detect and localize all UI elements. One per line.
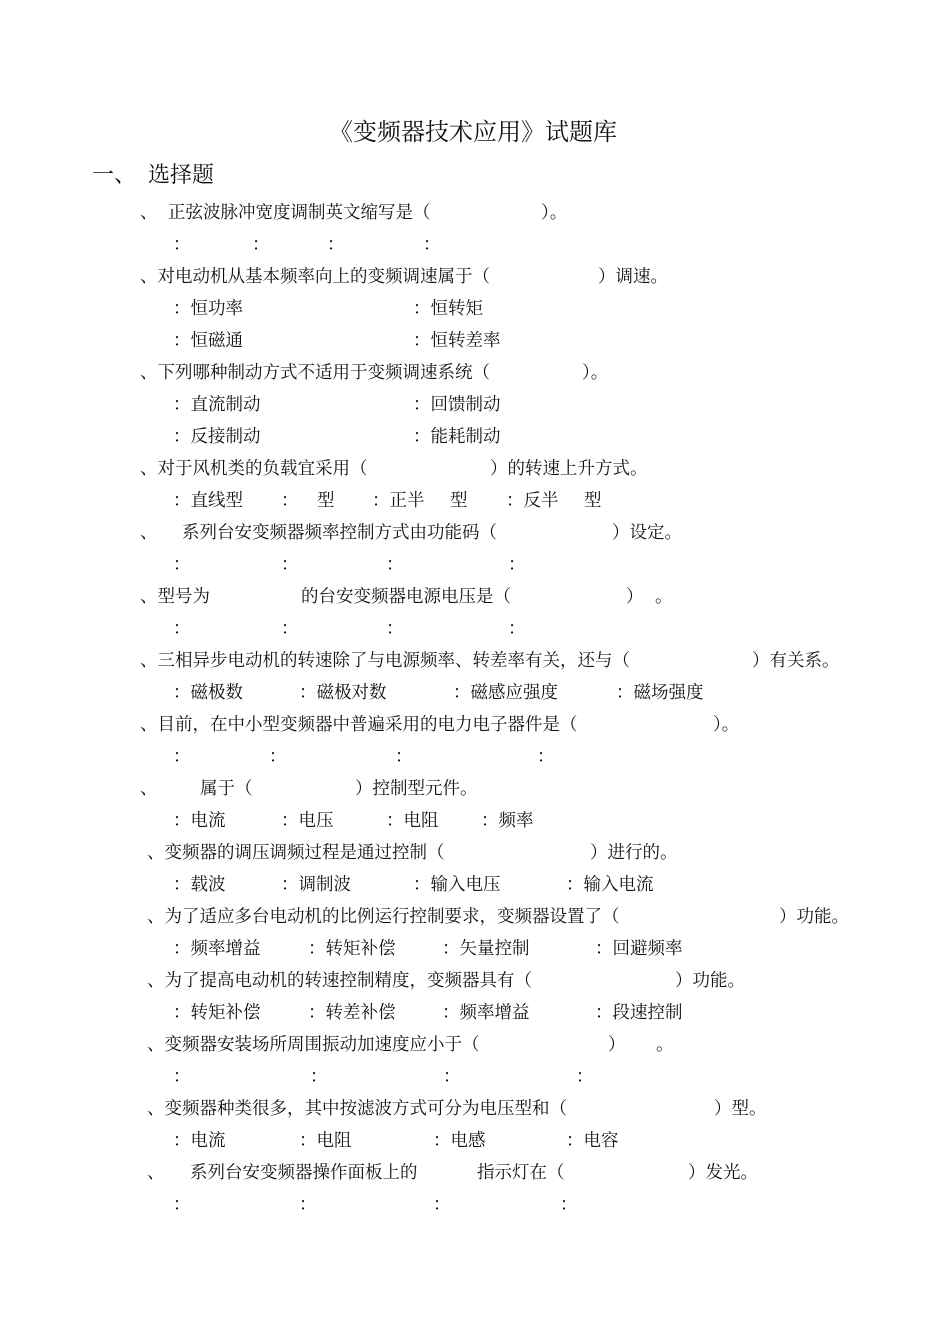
question-4-option: ：正半 bbox=[372, 491, 425, 511]
question-12-stem: 、为了提高电动机的转速控制精度，变频器具有（ bbox=[147, 971, 532, 991]
question-3-option: ：回馈制动 bbox=[413, 395, 501, 415]
question-7-option: ：磁场强度 bbox=[616, 683, 704, 703]
section-heading: 选择题 bbox=[148, 163, 215, 188]
question-8-stem: 、目前，在中小型变频器中普遍采用的电力电子器件是（ bbox=[140, 715, 578, 735]
question-3-option: ：能耗制动 bbox=[413, 427, 501, 447]
question-13-stem: 、变频器安装场所周围振动加速度应小于（ bbox=[147, 1035, 480, 1055]
document-title: 《变频器技术应用》试题库 bbox=[329, 118, 617, 146]
question-5-option: ： bbox=[281, 555, 299, 575]
question-6-option: ： bbox=[508, 619, 526, 639]
question-1-option: ： bbox=[173, 235, 191, 255]
question-2-option: ：恒转差率 bbox=[413, 331, 501, 351]
question-13-option: ： bbox=[310, 1067, 328, 1087]
question-4-option: ：反半 bbox=[506, 491, 559, 511]
question-9-option: ：电阻 bbox=[386, 811, 439, 831]
question-15-stem: 指示灯在（ bbox=[477, 1163, 565, 1183]
question-2-option: ：恒转矩 bbox=[413, 299, 483, 319]
question-12-option: ：转矩补偿 bbox=[173, 1003, 261, 1023]
question-12-option: ：频率增益 bbox=[442, 1003, 530, 1023]
question-2-option: ：恒功率 bbox=[173, 299, 243, 319]
question-11-stem: ）功能。 bbox=[779, 907, 849, 927]
question-7-option: ：磁极对数 bbox=[299, 683, 387, 703]
question-5-option: ： bbox=[386, 555, 404, 575]
question-15-option: ： bbox=[560, 1195, 578, 1215]
question-6-stem: 、型号为 bbox=[140, 587, 210, 607]
question-11-option: ：矢量控制 bbox=[442, 939, 530, 959]
question-2-option: ：恒磁通 bbox=[173, 331, 243, 351]
question-10-stem: ）进行的。 bbox=[590, 843, 678, 863]
question-4-stem: ）的转速上升方式。 bbox=[490, 459, 648, 479]
question-11-option: ：回避频率 bbox=[595, 939, 683, 959]
question-1-option: ： bbox=[423, 235, 441, 255]
question-5-stem: 系列台安变频器频率控制方式由功能码（ bbox=[182, 523, 497, 543]
question-10-option: ：输入电流 bbox=[566, 875, 654, 895]
question-12-option: ：转差补偿 bbox=[308, 1003, 396, 1023]
question-9-stem: 属于（ bbox=[200, 779, 253, 799]
question-11-option: ：频率增益 bbox=[173, 939, 261, 959]
question-13-option: ： bbox=[443, 1067, 461, 1087]
question-1-stem: ）。 bbox=[541, 203, 568, 223]
question-14-option: ：电感 bbox=[433, 1131, 486, 1151]
question-5-stem: ）设定。 bbox=[612, 523, 682, 543]
question-8-option: ： bbox=[395, 747, 413, 767]
question-12-stem: ）功能。 bbox=[675, 971, 745, 991]
question-1-option: ： bbox=[252, 235, 270, 255]
question-15-option: ： bbox=[433, 1195, 451, 1215]
question-5-stem: 、 bbox=[140, 523, 158, 543]
question-6-option: ： bbox=[281, 619, 299, 639]
question-8-option: ： bbox=[269, 747, 287, 767]
question-13-stem: 。 bbox=[656, 1035, 674, 1055]
question-4-option: ： bbox=[281, 491, 299, 511]
question-15-stem: 、 bbox=[147, 1163, 165, 1183]
section-number: 一、 bbox=[92, 163, 137, 188]
question-4-option: 型 bbox=[317, 491, 335, 511]
question-4-option: ：直线型 bbox=[173, 491, 243, 511]
question-4-option: 型 bbox=[584, 491, 602, 511]
question-1-stem: 、 bbox=[140, 203, 158, 223]
question-3-option: ：反接制动 bbox=[173, 427, 261, 447]
question-7-stem: ）有关系。 bbox=[752, 651, 840, 671]
question-14-option: ：电容 bbox=[566, 1131, 619, 1151]
question-8-option: ： bbox=[173, 747, 191, 767]
question-14-stem: ）型。 bbox=[714, 1099, 767, 1119]
question-5-option: ： bbox=[173, 555, 191, 575]
question-9-stem: ）控制型元件。 bbox=[355, 779, 478, 799]
question-2-stem: 、对电动机从基本频率向上的变频调速属于（ bbox=[140, 267, 490, 287]
question-2-stem: ）调速。 bbox=[598, 267, 668, 287]
question-9-option: ：电压 bbox=[281, 811, 334, 831]
question-8-option: ： bbox=[537, 747, 555, 767]
question-6-stem: 。 bbox=[655, 587, 673, 607]
question-12-option: ：段速控制 bbox=[595, 1003, 683, 1023]
question-7-stem: 、三相异步电动机的转速除了与电源频率、转差率有关，还与（ bbox=[140, 651, 630, 671]
question-15-option: ： bbox=[173, 1195, 191, 1215]
question-3-stem: ）。 bbox=[582, 363, 609, 383]
question-13-stem: ） bbox=[608, 1035, 626, 1055]
question-6-option: ： bbox=[173, 619, 191, 639]
question-11-option: ：转矩补偿 bbox=[308, 939, 396, 959]
question-13-option: ： bbox=[173, 1067, 191, 1087]
question-15-option: ： bbox=[299, 1195, 317, 1215]
question-13-option: ： bbox=[576, 1067, 594, 1087]
question-6-option: ： bbox=[386, 619, 404, 639]
question-10-stem: 、变频器的调压调频过程是通过控制（ bbox=[147, 843, 445, 863]
question-6-stem: 的台安变频器电源电压是（ bbox=[301, 587, 511, 607]
question-15-stem: 系列台安变频器操作面板上的 bbox=[190, 1163, 418, 1183]
question-3-option: ：直流制动 bbox=[173, 395, 261, 415]
question-9-option: ：频率 bbox=[481, 811, 534, 831]
question-7-option: ：磁极数 bbox=[173, 683, 243, 703]
question-15-stem: ）发光。 bbox=[688, 1163, 758, 1183]
question-4-option: 型 bbox=[450, 491, 468, 511]
question-14-stem: 、变频器种类很多，其中按滤波方式可分为电压型和（ bbox=[147, 1099, 567, 1119]
question-11-stem: 、为了适应多台电动机的比例运行控制要求，变频器设置了（ bbox=[147, 907, 620, 927]
question-14-option: ：电阻 bbox=[299, 1131, 352, 1151]
question-10-option: ：载波 bbox=[173, 875, 226, 895]
question-10-option: ：调制波 bbox=[281, 875, 351, 895]
question-1-stem: 正弦波脉冲宽度调制英文缩写是（ bbox=[168, 203, 431, 223]
question-5-option: ： bbox=[508, 555, 526, 575]
question-8-stem: ）。 bbox=[713, 715, 740, 735]
question-4-stem: 、对于风机类的负载宜采用（ bbox=[140, 459, 368, 479]
question-6-stem: ） bbox=[626, 587, 644, 607]
question-14-option: ：电流 bbox=[173, 1131, 226, 1151]
question-9-stem: 、 bbox=[140, 779, 158, 799]
question-9-option: ：电流 bbox=[173, 811, 226, 831]
question-3-stem: 、下列哪种制动方式不适用于变频调速系统（ bbox=[140, 363, 490, 383]
question-7-option: ：磁感应强度 bbox=[453, 683, 558, 703]
question-10-option: ：输入电压 bbox=[413, 875, 501, 895]
question-1-option: ： bbox=[327, 235, 345, 255]
